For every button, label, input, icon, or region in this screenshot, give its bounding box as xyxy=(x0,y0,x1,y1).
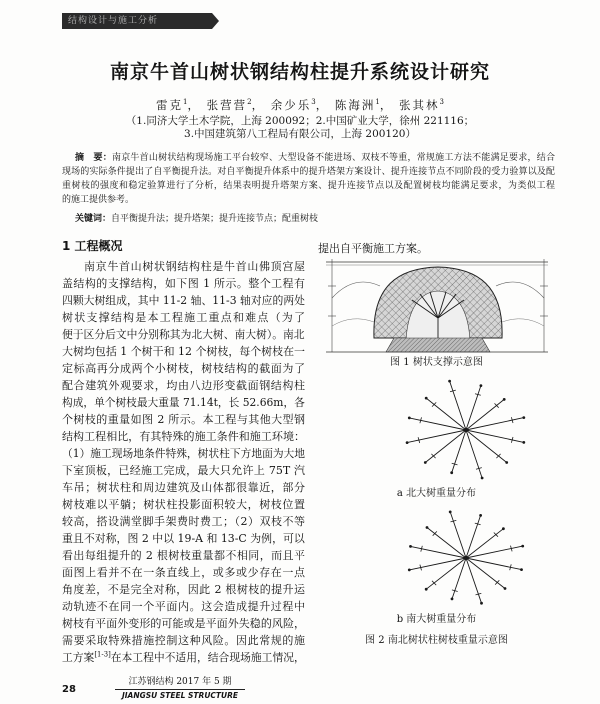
side-arc-right-lower xyxy=(502,319,544,326)
author-name: 张营营 xyxy=(206,98,248,112)
branch-spoke xyxy=(426,398,466,430)
branch-spoke xyxy=(425,430,466,463)
text-fragment: 工方案 xyxy=(62,651,95,664)
body-text-line: 重且不对称，图 2 中以 19-A 和 13-C 为例，可以 xyxy=(62,532,305,545)
branch-spoke xyxy=(450,512,466,558)
page-number: 28 xyxy=(62,684,76,695)
author-affiliation-mark: 1 xyxy=(183,98,188,107)
body-text-line: 四颗大树组成，其中 11-2 轴、11-3 轴对应的两处 xyxy=(62,294,305,307)
spoke-end-node xyxy=(520,568,523,571)
author-affiliation-mark: 3 xyxy=(439,98,444,107)
section-heading xyxy=(62,239,123,254)
spoke-end-node xyxy=(450,471,453,474)
journal-name: 江苏钢结构 2017 年 5 期 xyxy=(128,677,232,687)
branch-spoke xyxy=(466,430,507,463)
figure-2b-caption: b 南大树重量分布 xyxy=(396,614,477,625)
branch-spoke xyxy=(466,546,523,558)
figure-1-tree-support-diagram xyxy=(318,256,555,356)
author-affiliation-mark: 3 xyxy=(311,98,316,107)
spoke-end-node xyxy=(504,587,507,590)
spoke-end-node xyxy=(451,598,454,601)
section-number: 1 xyxy=(62,239,71,253)
author-separator: ， xyxy=(251,98,266,112)
foundation-hatch xyxy=(386,338,490,352)
figure-2a-caption: a 北大树重量分布 xyxy=(396,488,477,499)
keywords xyxy=(75,212,318,226)
body-text-continuation: 提出自平衡施工方案。 xyxy=(318,242,428,255)
spoke-end-node xyxy=(502,527,505,530)
side-arc-right xyxy=(496,282,544,298)
body-text-line: 较高，搭设满堂脚手架费时费工；（2）双枝不等 xyxy=(62,515,305,528)
footer-rule xyxy=(115,689,245,690)
reference-citation: [1-3] xyxy=(94,650,111,659)
spoke-end-node xyxy=(503,398,506,401)
figure-2b-south-tree-weight-diagram xyxy=(318,504,555,612)
spoke-end-node xyxy=(480,384,483,387)
spoke-end-node xyxy=(408,569,411,572)
branch-spoke xyxy=(466,529,503,558)
abstract-line: 重树枝的强度和稳定验算进行了分析，结果表明提升塔架方案、提升连接节点以及配置树枝均能满足要求，为类似工程 xyxy=(62,181,555,191)
body-text-left-column xyxy=(62,258,305,649)
branch-spoke xyxy=(466,558,505,589)
spoke-end-node xyxy=(408,417,411,420)
branch-spoke xyxy=(466,418,524,430)
abstract-line xyxy=(62,151,555,165)
spoke-end-node xyxy=(448,380,451,383)
branch-spoke xyxy=(466,515,481,558)
journal-name-english: JIANGSU STEEL STRUCTURE xyxy=(121,691,239,700)
body-text-line: 大树均包括 1 个树干和 12 个树枝，每个树枝在一 xyxy=(62,345,306,358)
author-affiliation-mark: 1 xyxy=(375,98,380,107)
body-text-line: 需要采取特殊措施控制这种风险。因此常规的施 xyxy=(62,634,305,647)
author-separator: ， xyxy=(379,98,394,112)
spoke-end-node xyxy=(505,461,508,464)
body-text-line: 看出每组提升的 2 根树枝重量都不相同，而且平 xyxy=(62,549,305,562)
branch-spoke xyxy=(466,558,482,603)
figure-1-caption: 图 1 树状支撑示意图 xyxy=(390,357,483,368)
figure-2a-north-tree-weight-diagram xyxy=(318,372,555,488)
abstract-line: 的施工提供参考。 xyxy=(62,195,135,205)
spoke-end-node xyxy=(424,461,427,464)
branch-spoke xyxy=(466,399,504,430)
trunk-hub xyxy=(464,556,468,560)
author-name: 陈海洲 xyxy=(334,98,376,112)
body-text-last-line-wrap xyxy=(62,649,305,666)
keywords-text: 自平衡提升法；提升塔架；提升连接节点；配重树枝 xyxy=(111,214,319,224)
body-text-line: 南京牛首山树状钢结构柱是牛首山佛顶宫屋 xyxy=(84,260,305,273)
spoke-end-node xyxy=(406,441,409,444)
branch-spoke xyxy=(427,528,466,559)
body-text-line: 定标高再分成两个小树枝，树枝结构的截面为了 xyxy=(62,362,305,375)
branch-spoke xyxy=(426,558,466,589)
body-text-line: 树状支撑结构是本工程施工重点和难点（为了 xyxy=(62,311,305,324)
paper-title: 南京牛首山树状钢结构柱提升系统设计研究 xyxy=(109,61,490,83)
affiliation-line: 3.中国建筑第八工程局有限公司，上海 200120） xyxy=(184,128,416,140)
figure-2-caption: 图 2 南北树状柱树枝重量示意图 xyxy=(365,635,508,646)
author-name: 雷克 xyxy=(156,98,184,112)
body-text-line: （1）施工现场地条件特殊，树状柱下方地面为大地 xyxy=(62,447,306,460)
branch-spoke xyxy=(452,430,466,473)
abstract xyxy=(62,151,555,207)
body-text-line xyxy=(62,649,305,666)
branch-spoke xyxy=(466,386,481,430)
branch-spoke xyxy=(409,558,466,570)
author-list xyxy=(0,98,600,112)
keywords-label: 关键词： xyxy=(75,214,112,224)
spoke-end-node xyxy=(426,526,429,529)
body-text-line: 车吊；树状柱和周边建筑及山体都很靠近，部分 xyxy=(62,481,305,494)
branch-spoke xyxy=(411,546,467,558)
author-affiliation-mark: 2 xyxy=(247,98,252,107)
spoke-end-node xyxy=(481,477,484,480)
column-banner: 结构设计与施工分析 xyxy=(62,13,212,29)
spoke-end-node xyxy=(449,511,452,514)
author-separator: ， xyxy=(187,98,201,112)
spoke-end-node xyxy=(425,397,428,400)
south-tree-spokes xyxy=(408,511,524,605)
author-separator: ， xyxy=(315,98,330,112)
body-text-line: 角度差，不是完全对称，因此 2 根树枝的提升运 xyxy=(62,583,305,596)
spoke-end-node xyxy=(409,545,412,548)
branch-spoke xyxy=(409,418,466,430)
body-text-line: 动轨迹不在同一个平面内。这会造成提升过程中 xyxy=(62,600,305,613)
body-text-line: 树枝有平面外变形的可能或是平面外失稳的风险， xyxy=(62,617,305,630)
body-text-line: 个树枝的重量如图 2 所示。本工程与其他大型钢 xyxy=(62,413,305,426)
north-tree-spokes xyxy=(406,380,526,480)
branch-spoke xyxy=(466,558,522,570)
body-text-line: 构成，单个树枝最大重量 71.14t，长 52.66m，各 xyxy=(62,396,305,409)
spoke-end-node xyxy=(425,588,428,591)
branch-spoke xyxy=(407,430,466,443)
column-banner-arrow xyxy=(212,13,219,29)
trunk-hub xyxy=(464,428,468,432)
author-name: 余少乐 xyxy=(270,98,312,112)
body-text-line: 便于区分后文中分别称其为北大树、南大树）。南北 xyxy=(62,328,305,341)
side-arc-left-lower xyxy=(332,319,374,326)
branch-spoke xyxy=(466,430,482,478)
branch-spoke xyxy=(466,430,524,442)
text-fragment: 在本工程中不适用，结合现场施工情况， xyxy=(110,651,305,664)
abstract-text: 南京牛首山树状结构现场施工平台较窄、大型设备不能进场、双枝不等重，常规施工方法不能满足要求，结合 xyxy=(111,153,555,163)
body-text-line: 结构工程相比，有其特殊的施工条件和施工环境： xyxy=(62,430,305,443)
affiliation-line: （1.同济大学土木学院，上海 200092；2.中国矿业大学，徐州 221116； xyxy=(125,115,475,127)
branch-spoke xyxy=(450,381,466,430)
section-title: 工程概况 xyxy=(74,239,123,253)
abstract-label: 摘 要： xyxy=(75,153,112,163)
abstract-line: 现场的实际条件提出了自平衡提升法。对自平衡提升体系中的提升塔架方案设计、提升连接节点不同阶段的受力验算以及配 xyxy=(62,167,555,177)
side-arc-left xyxy=(332,282,380,298)
spoke-end-node xyxy=(522,416,525,419)
branch-spoke xyxy=(452,558,466,599)
body-text-line: 配合建筑外观要求，均由八边形变截面钢结构柱 xyxy=(62,379,305,392)
spoke-end-node xyxy=(479,514,482,517)
spoke-end-node xyxy=(522,441,525,444)
author-name: 张其林 xyxy=(399,98,440,112)
spoke-end-node xyxy=(521,545,524,548)
body-text-line: 盖结构的支撑结构，如下图 1 所示。整个工程有 xyxy=(62,277,305,290)
body-text-line: 面图上看并不在一条直线上，或多或少存在一点 xyxy=(62,566,305,579)
body-text-line: 下室顶板，已经施工完成，最大只允许上 75T 汽 xyxy=(62,464,305,477)
body-text-line: 树枝难以平躺；树状柱投影面积较大，树枝位置 xyxy=(62,498,305,511)
spoke-end-node xyxy=(480,602,483,605)
